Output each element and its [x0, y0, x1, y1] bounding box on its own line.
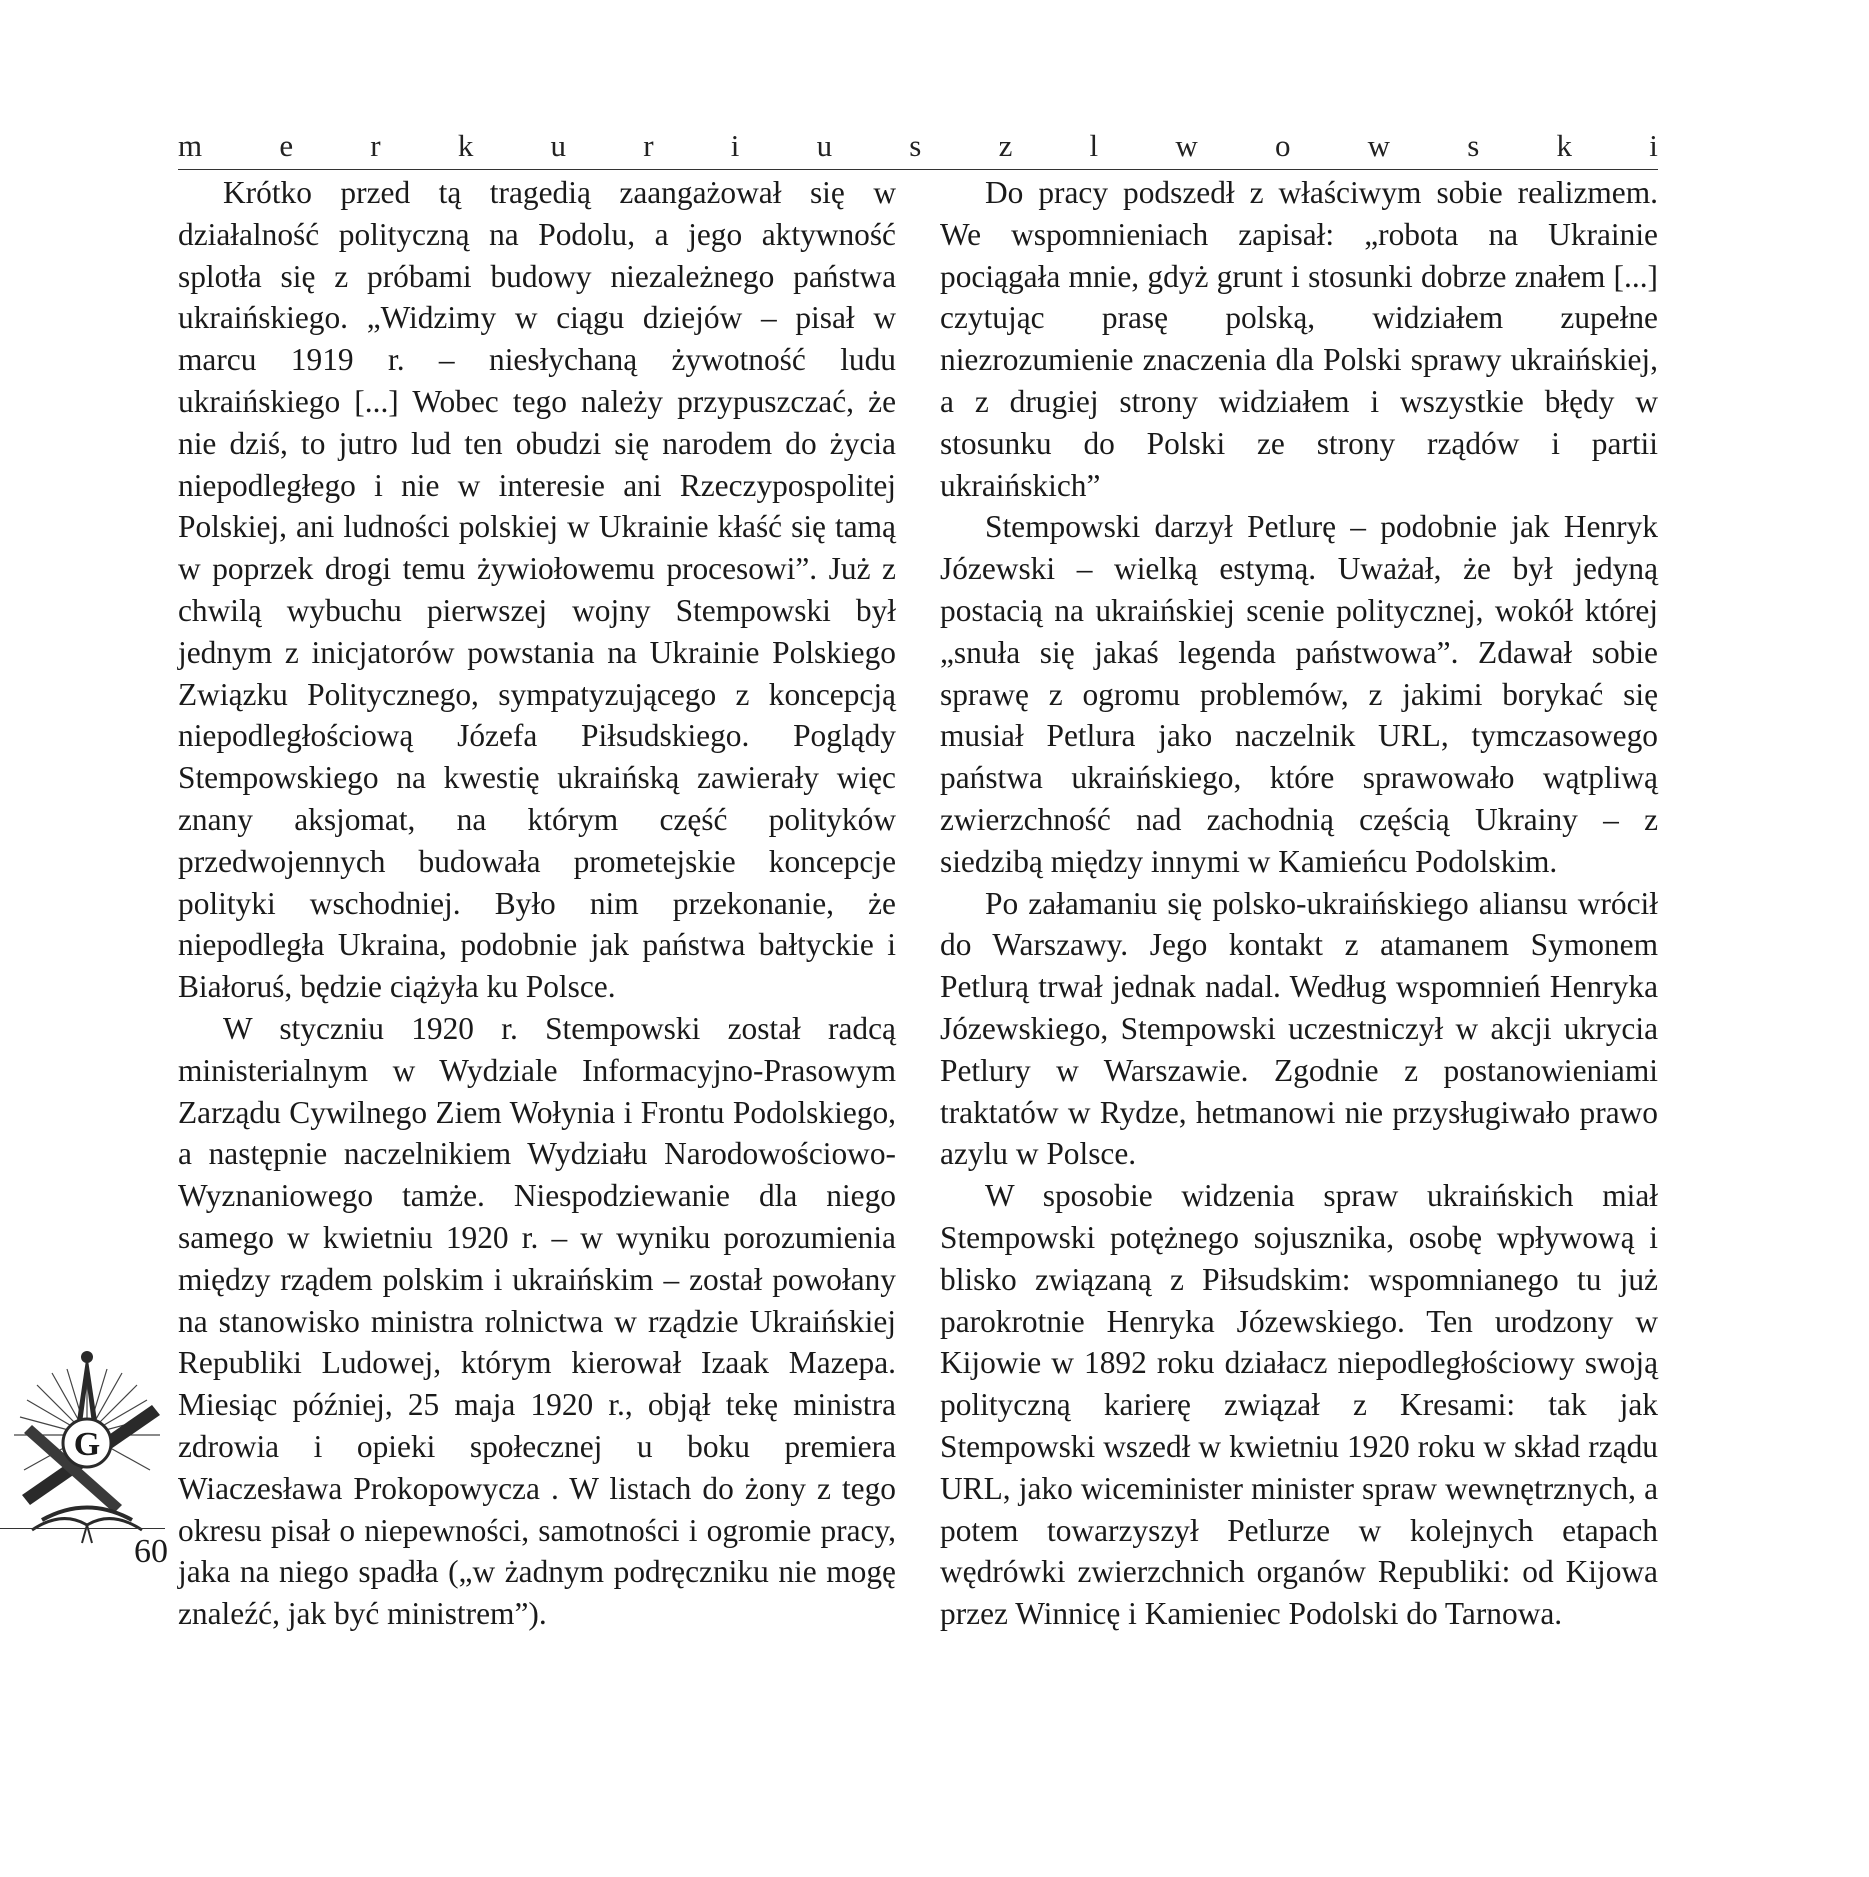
body-paragraph: Do pracy podszedł z właściwym sobie realizmem. We wspomnieniach zapisał: „robota na Ukrainie pociągała mnie, gdyż grunt i stosunki dobrze znałem [...] czytując prasę polską, widziałem zupełne niezrozumienie znaczenia dla Polski sprawy ukraińskiej, a z drugiej strony widziałem i wszystkie błędy w stosunku do Polski ze strony rządów i partii ukraińskich”	[940, 175, 1658, 503]
body-paragraph: Po załamaniu się polsko-ukraińskiego aliansu wrócił do Warszawy. Jego kontakt z atamanem Symonem Petlurą trwał jednak nadal. Według wspomnień Henryka Józewskiego, Stempowski uczestniczył w akcji ukrycia Petlury w Warszawie. Zgodnie z postanowieniami traktatów w Rydze, hetmanowi nie przysługiwało prawo azylu w Polsce.	[940, 885, 1658, 1172]
running-header-letter: o	[1274, 128, 1291, 163]
running-header-letter: i	[730, 128, 740, 163]
running-header-letter: z	[998, 128, 1013, 163]
right-text-column	[940, 172, 1658, 1635]
running-header-letter: r	[370, 128, 381, 163]
running-header-letter: w	[1367, 128, 1391, 163]
running-header-letter: m	[178, 128, 203, 163]
running-header-letter: k	[1556, 128, 1573, 163]
masonic-emblem-icon	[2, 1345, 172, 1545]
running-header-letter: s	[909, 128, 922, 163]
running-header-letter: e	[279, 128, 294, 163]
left-text-column	[178, 172, 896, 1635]
emblem-letter: G	[73, 1426, 101, 1463]
running-header-letter: l	[1089, 128, 1099, 163]
running-header-letter: s	[1467, 128, 1480, 163]
header-rule	[178, 169, 1658, 170]
page-number: 60	[134, 1533, 168, 1570]
running-header-letter: k	[457, 128, 474, 163]
body-paragraph: Krótko przed tą tragedią zaangażował się w działalność polityczną na Podolu, a jego aktywność splotła się z próbami budowy niezależnego państwa ukraińskiego. „Widzimy w ciągu dziejów – pisał w marcu 1919 r. – niesłychaną żywotność ludu ukraińskiego [...] Wobec tego należy przypuszczać, że nie dziś, to jutro lud ten obudzi się narodem do życia niepodległego i nie w interesie ani Rzeczypospolitej Polskiej, ani ludności polskiej w Ukrainie kłaść się tamą w poprzek drogi temu żywiołowemu procesowi”. Już z chwilą wybuchu pierwszej wojny Stempowski był jednym z inicjatorów powstania na Ukrainie Polskiego Związku Politycznego, sympatyzującego z koncepcją niepodległościową Józefa Piłsudskiego. Poglądy Stempowskiego na kwestię ukraińską zawierały więc znany aksjomat, na którym część polityków przedwojennych budowała prometejskie koncepcje polityki wschodniej. Było nim przekonanie, że niepodległa Ukraina, podobnie jak państwa bałtyckie i Białoruś, będzie ciążyła ku Polsce.	[178, 175, 896, 1005]
footer-rule	[0, 1528, 165, 1529]
running-header	[178, 128, 1658, 164]
running-header-letter: i	[1649, 128, 1658, 163]
running-header-letter: u	[550, 128, 567, 163]
body-paragraph: Stempowski darzył Petlurę – podobnie jak Henryk Józewski – wielką estymą. Uważał, że był jedyną postacią na ukraińskiej scenie politycznej, wokół której „snuła się jakaś legenda państwowa”. Zdawał sobie sprawę z ogromu problemów, z jakimi borykać się musiał Petlura jako naczelnik URL, tymczasowego państwa ukraińskiego, które sprawowało wątpliwą zwierzchność nad zachodnią częścią Ukrainy – z siedzibą między innymi w Kamieńcu Podolskim.	[940, 509, 1658, 879]
body-paragraph: W sposobie widzenia spraw ukraińskich miał Stempowski potężnego sojusznika, osobę wpływową i blisko związaną z Piłsudskim: wspomnianego tu już parokrotnie Henryka Józewskiego. Ten urodzony w Kijowie w 1892 roku działacz niepodległościowy swoją polityczną karierę związał z Kresami: tak jak Stempowski wszedł w kwietniu 1920 roku w skład rządu URL, jako wiceminister minister spraw wewnętrznych, a potem towarzyszył Petlurze w kolejnych etapach wędrówki zwierzchnich organów Republiki: od Kijowa przez Winnicę i Kamieniec Podolski do Tarnowa.	[940, 1178, 1658, 1632]
running-header-letter: w	[1175, 128, 1198, 163]
body-paragraph: W styczniu 1920 r. Stempowski został radcą ministerialnym w Wydziale Informacyjno-Prasowym Zarządu Cywilnego Ziem Wołynia i Frontu Podolskiego, a następnie naczelnikiem Wydziału Narodowościowo-Wyznaniowego tamże. Niespodziewanie dla niego samego w kwietniu 1920 r. – w wyniku porozumienia między rządem polskim i ukraińskim – został powołany na stanowisko ministra rolnictwa w rządzie Ukraińskiej Republiki Ludowej, którym kierował Izaak Mazepa. Miesiąc później, 25 maja 1920 r., objął tekę ministra zdrowia i opieki społecznej u boku premiera Wiaczesława Prokopowycza . W listach do żony z tego okresu pisał o niepewności, samotności i ogromie pracy, jaka na niego spadła („w żadnym podręczniku nie mogę znaleźć, jak być ministrem”).	[178, 1010, 896, 1632]
running-header-letter: u	[816, 128, 833, 163]
running-header-letter: r	[643, 128, 654, 163]
